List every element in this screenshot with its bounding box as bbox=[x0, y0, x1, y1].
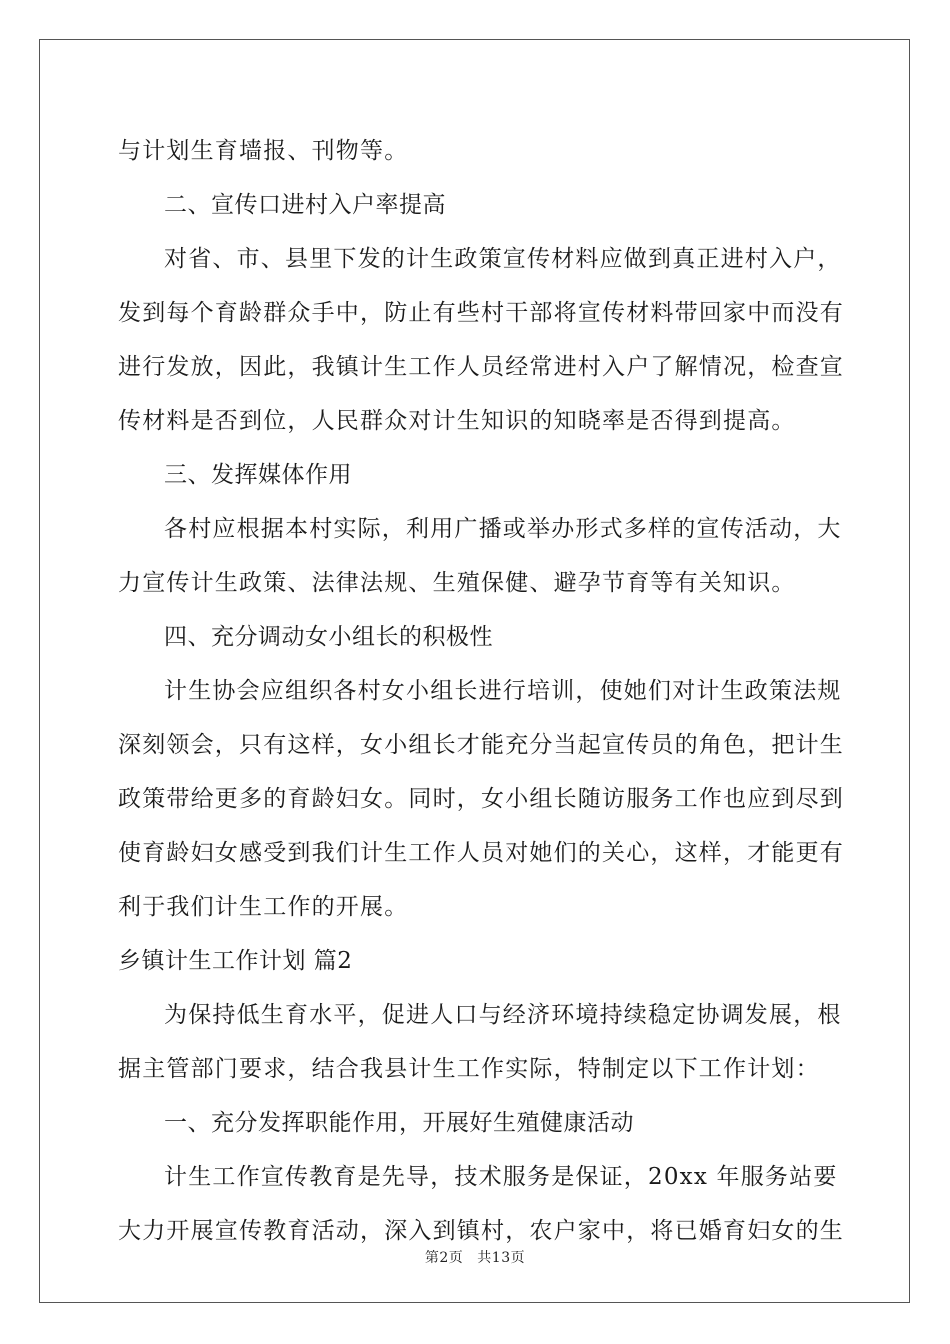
section-heading: 二、宣传口进村入户率提高 bbox=[164, 192, 446, 218]
text-line: 对省、市、县里下发的计生政策宣传材料应做到真正进村入户， bbox=[164, 246, 842, 272]
text-line: 政策带给更多的育龄妇女。同时，女小组长随访服务工作也应到尽到 bbox=[118, 786, 844, 812]
section-heading: 一、充分发挥职能作用，开展好生殖健康活动 bbox=[164, 1110, 634, 1136]
text-line: 计生工作宣传教育是先导，技术服务是保证，20xx 年服务站要 bbox=[164, 1164, 838, 1190]
text-line: 使育龄妇女感受到我们计生工作人员对她们的关心，这样，才能更有 bbox=[118, 840, 844, 866]
section-heading: 四、充分调动女小组长的积极性 bbox=[164, 624, 493, 650]
page-number: 第2页 bbox=[424, 1250, 464, 1266]
text-line: 据主管部门要求，结合我县计生工作实际，特制定以下工作计划： bbox=[118, 1056, 820, 1082]
total-pages: 共13页 bbox=[477, 1250, 526, 1266]
text-line: 利于我们计生工作的开展。 bbox=[118, 894, 409, 920]
article-title: 乡镇计生工作计划 篇2 bbox=[118, 948, 353, 974]
text-line: 传材料是否到位，人民群众对计生知识的知晓率是否得到提高。 bbox=[118, 408, 796, 434]
text-line: 发到每个育龄群众手中，防止有些村干部将宣传材料带回家中而没有 bbox=[118, 300, 844, 326]
text-line: 计生协会应组织各村女小组长进行培训，使她们对计生政策法规 bbox=[164, 678, 842, 704]
text-line: 进行发放，因此，我镇计生工作人员经常进村入户了解情况，检查宣 bbox=[118, 354, 844, 380]
text-line: 与计划生育墙报、刊物等。 bbox=[118, 138, 409, 164]
text-line: 为保持低生育水平，促进人口与经济环境持续稳定协调发展，根 bbox=[164, 1002, 842, 1028]
text-line: 大力开展宣传教育活动，深入到镇村，农户家中，将已婚育妇女的生 bbox=[118, 1218, 844, 1244]
document-body bbox=[118, 124, 844, 1258]
page-footer bbox=[0, 1247, 950, 1267]
text-line: 深刻领会，只有这样，女小组长才能充分当起宣传员的角色，把计生 bbox=[118, 732, 844, 758]
text-line: 各村应根据本村实际，利用广播或举办形式多样的宣传活动，大 bbox=[164, 516, 842, 542]
section-heading: 三、发挥媒体作用 bbox=[164, 462, 352, 488]
text-line: 力宣传计生政策、法律法规、生殖保健、避孕节育等有关知识。 bbox=[118, 570, 796, 596]
